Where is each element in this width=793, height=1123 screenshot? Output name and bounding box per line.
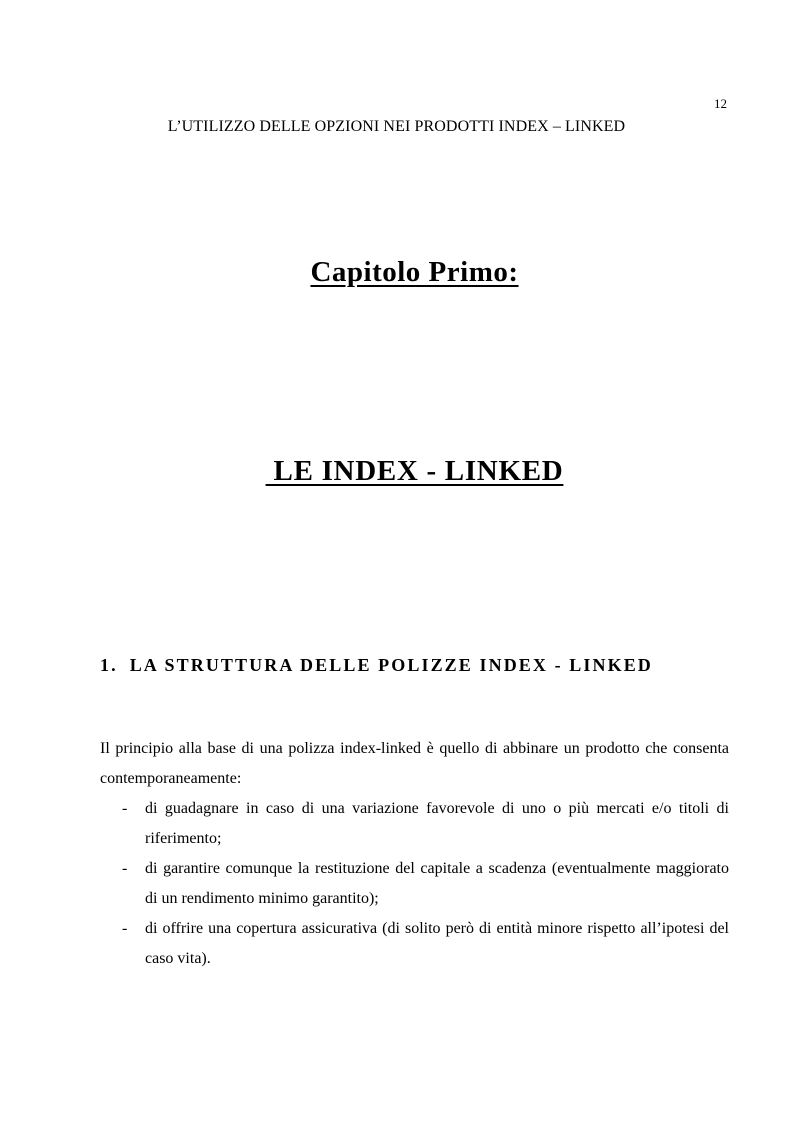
list-item	[100, 854, 729, 914]
chapter-subtitle: LE INDEX - LINKED	[265, 455, 564, 487]
chapter-title: Capitolo Primo:	[310, 256, 519, 288]
intro-paragraph: Il principio alla base di una polizza index-linked è quello di abbinare un prodotto che consenta contemporaneamente:	[100, 740, 729, 787]
list-item-text: di guadagnare in caso di una variazione favorevole di uno o più mercati e/o titoli di riferimento;	[145, 800, 729, 847]
bullet-dash: -	[122, 800, 128, 817]
bullet-dash: -	[122, 860, 128, 877]
list-item-text: di garantire comunque la restituzione del capitale a scadenza (eventualmente maggiorato di un rendimento minimo garantito);	[145, 860, 729, 907]
list-item	[100, 914, 729, 974]
list-item	[100, 794, 729, 854]
bullet-list	[100, 794, 729, 974]
section-number: 1.	[100, 655, 118, 675]
body-text	[100, 734, 729, 974]
bullet-dash: -	[122, 920, 128, 937]
section-title: LA STRUTTURA DELLE POLIZZE INDEX - LINKED	[129, 655, 653, 675]
section-heading	[100, 655, 653, 676]
list-item-text: di offrire una copertura assicurativa (di solito però di entità minore rispetto all’ipotesi del caso vita).	[145, 920, 729, 967]
running-header: L’UTILIZZO DELLE OPZIONI NEI PRODOTTI INDEX – LINKED	[167, 118, 626, 135]
page-number: 12	[714, 96, 727, 111]
